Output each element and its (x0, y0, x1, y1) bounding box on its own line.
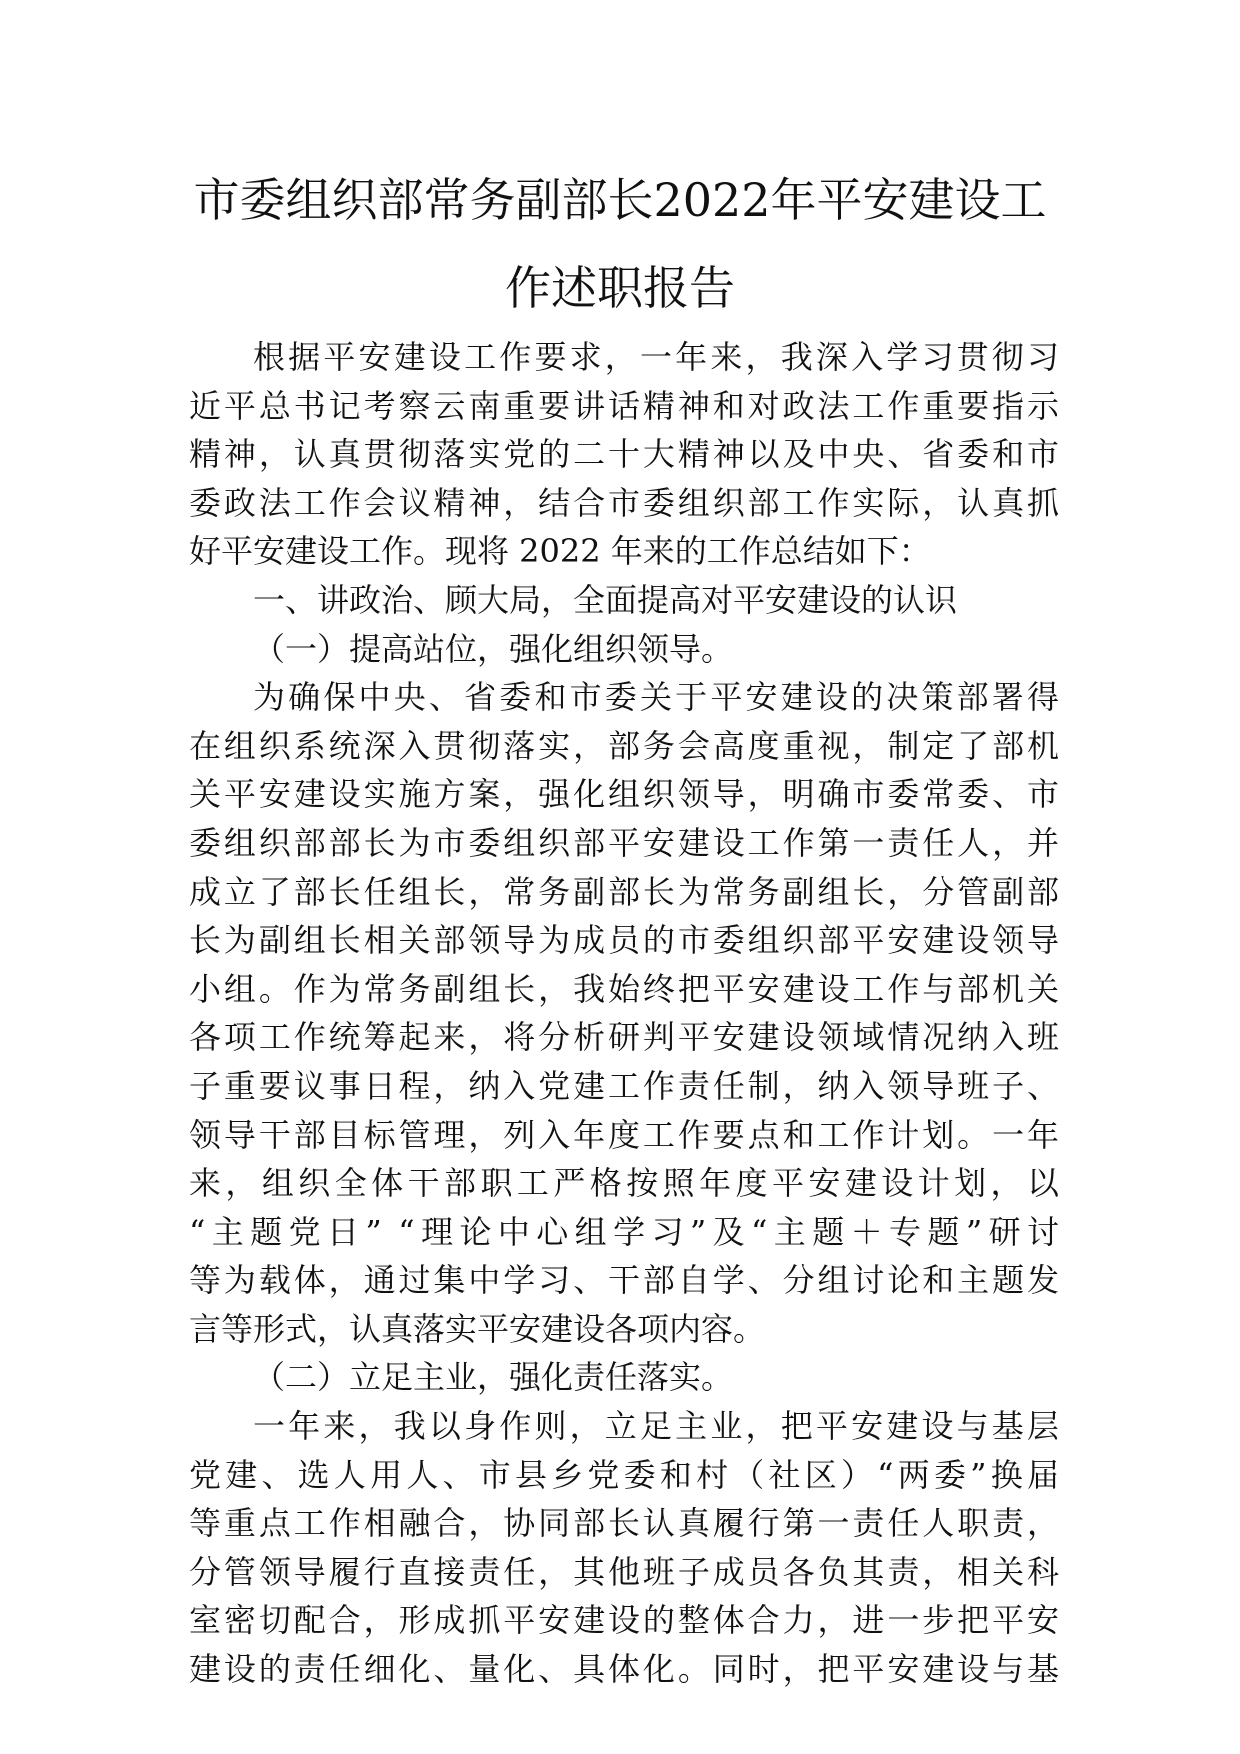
body-line: 精神，认真贯彻落实党的二十大精神以及中央、省委和市 (189, 435, 1059, 474)
body-line: 各项工作统筹起来，将分析研判平安建设领域情况纳入班 (189, 1018, 1059, 1057)
body-line: 在组织系统深入贯彻落实，部务会高度重视，制定了部机 (189, 726, 1059, 765)
document-title-line-2: 作述职报告 (505, 261, 735, 315)
body-line: 建设的责任细化、量化、具体化。同时，把平安建设与基 (189, 1650, 1059, 1689)
body-line: 近平总书记考察云南重要讲话精神和对政法工作重要指示 (189, 386, 1059, 425)
body-line: 言等形式，认真落实平安建设各项内容。 (189, 1309, 766, 1348)
body-line: 领导干部目标管理，列入年度工作要点和工作计划。一年 (189, 1115, 1059, 1154)
body-line: 分管领导履行直接责任，其他班子成员各负其责，相关科 (189, 1552, 1059, 1591)
body-line: 成立了部长任组长，常务副部长为常务副组长，分管副部 (189, 872, 1059, 911)
body-line: 一年来，我以身作则，立足主业，把平安建设与基层 (253, 1407, 1059, 1446)
document-body (189, 333, 1059, 1694)
section-heading-1: 一、讲政治、顾大局，全面提高对平安建设的认识 (253, 580, 958, 619)
body-line: 子重要议事日程，纳入党建工作责任制，纳入领导班子、 (189, 1066, 1059, 1105)
document-title-line-1: 市委组织部常务副部长2022年平安建设工 (193, 173, 1047, 227)
body-line: 来，组织全体干部职工严格按照年度平安建设计划，以 (189, 1164, 1059, 1203)
body-line: 关平安建设实施方案，强化组织领导，明确市委常委、市 (189, 775, 1059, 814)
body-line: 室密切配合，形成抓平安建设的整体合力，进一步把平安 (189, 1601, 1059, 1640)
body-line: 根据平安建设工作要求，一年来，我深入学习贯彻习 (253, 338, 1059, 376)
body-line: 党建、选人用人、市县乡党委和村（社区）“两委”换届 (189, 1455, 1059, 1494)
subsection-heading-1: （一）提高站位，强化组织领导。 (253, 629, 734, 668)
body-line: 长为副组长相关部领导为成员的市委组织部平安建设领导 (189, 921, 1059, 960)
body-line: 好平安建设工作。现将 2022 年来的工作总结如下： (189, 532, 931, 571)
body-line: 等重点工作相融合，协同部长认真履行第一责任人职责， (189, 1504, 1059, 1543)
body-line: 委政法工作会议精神，结合市委组织部工作实际，认真抓 (189, 483, 1059, 522)
body-line: 为确保中央、省委和市委关于平安建设的决策部署得 (253, 678, 1059, 717)
subsection-heading-2: （二）立足主业，强化责任落实。 (253, 1358, 734, 1397)
body-line: 等为载体，通过集中学习、干部自学、分组讨论和主题发 (189, 1261, 1059, 1300)
body-line: “主题党日” “理论中心组学习”及“主题＋专题”研讨 (189, 1212, 1059, 1251)
body-line: 委组织部部长为市委组织部平安建设工作第一责任人，并 (189, 823, 1059, 862)
body-line: 小组。作为常务副组长，我始终把平安建设工作与部机关 (189, 969, 1059, 1008)
